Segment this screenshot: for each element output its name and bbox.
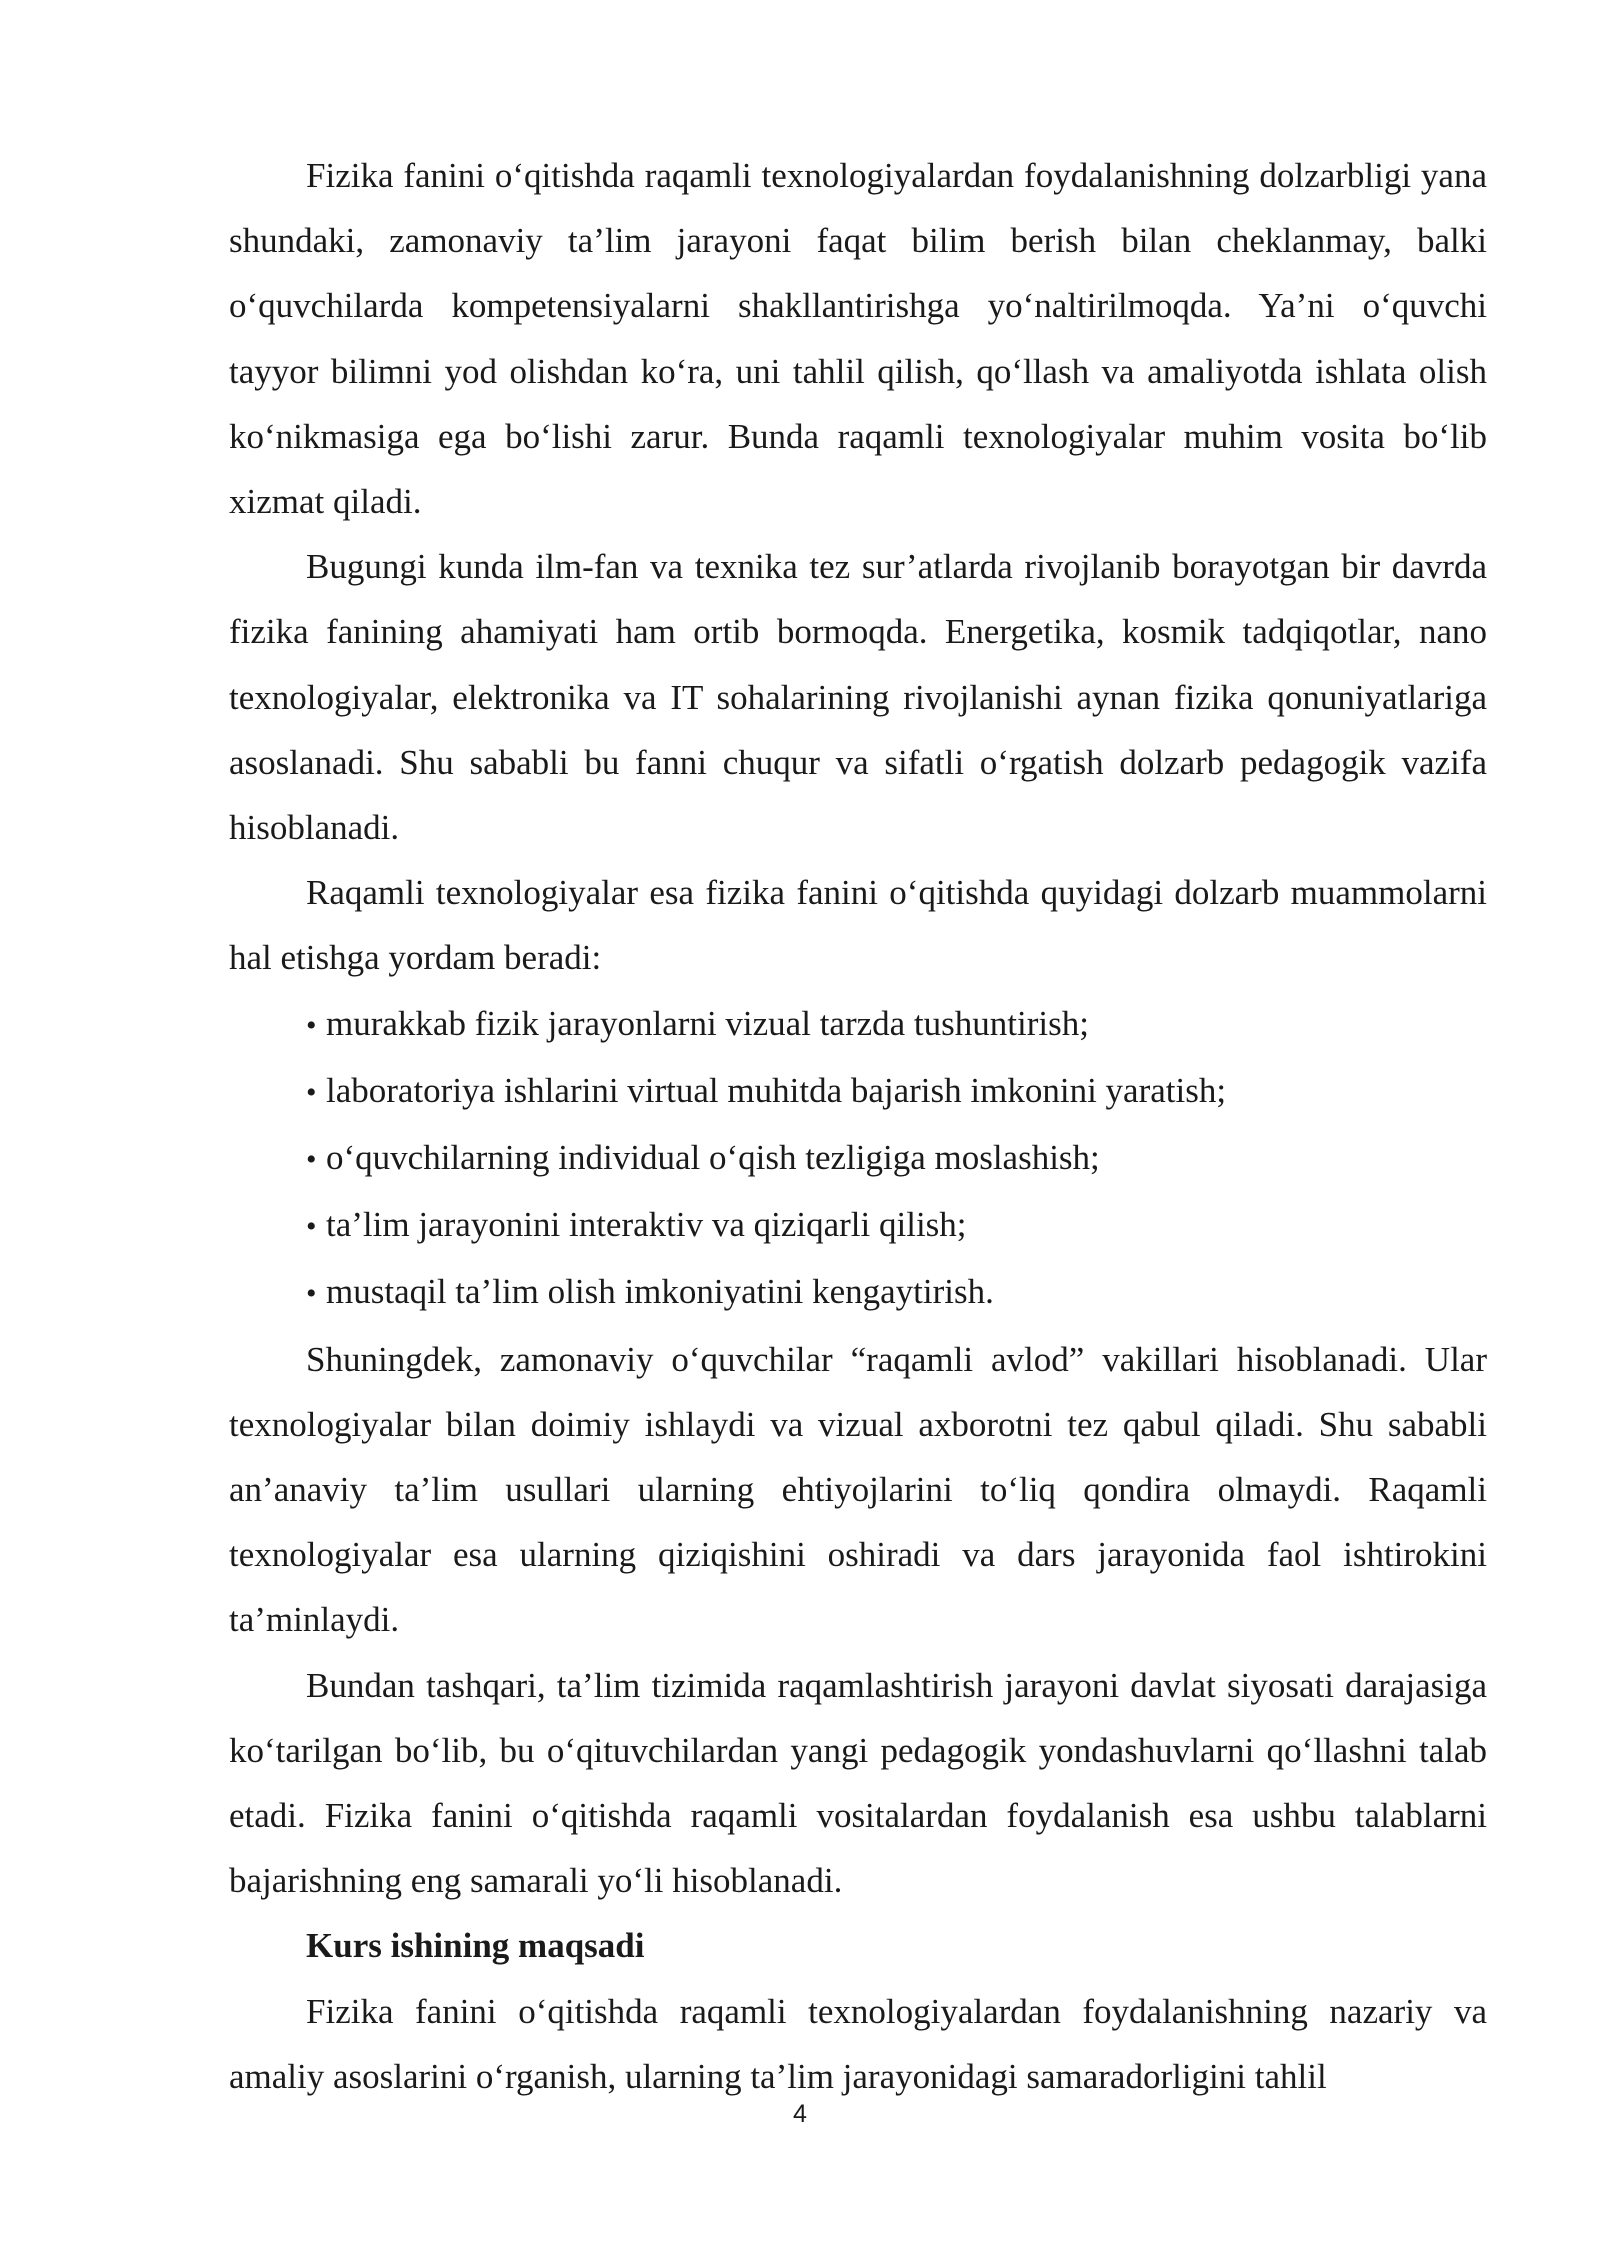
bullet-icon: •: [306, 1008, 317, 1042]
list-item-text: mustaqil ta’lim olish imkoniyatini kengaytirish.: [326, 1272, 994, 1312]
paragraph: Bundan tashqari, ta’lim tizimida raqamlashtirish jarayoni davlat siyosati darajasiga ko‘tarilgan bo‘lib, bu o‘qituvchilardan yangi pedagogik yondashuvlarni qo‘llashni talab etadi. Fizika fanini o‘qitishda raqamli vositalardan foydalanish esa ushbu talablarni bajarishning eng samarali yo‘li hisoblanadi.: [229, 1665, 1487, 1901]
list-item: [306, 1192, 1487, 1259]
list-item: [306, 991, 1487, 1058]
paragraph: Shuningdek, zamonaviy o‘quvchilar “raqamli avlod” vakillari hisoblanadi. Ular texnologiyalar bilan doimiy ishlaydi va vizual axborotni tez qabul qiladi. Shu sababli an’anaviy ta’lim usullari ularning ehtiyojlarini to‘liq qondira olmaydi. Raqamli texnologiyalar esa ularning qiziqishini oshiradi va dars jarayonida faol ishtirokini ta’minlaydi.: [229, 1339, 1487, 1640]
section-heading: Kurs ishining maqsadi: [306, 1926, 645, 1966]
list-item-text: ta’lim jarayonini interaktiv va qiziqarli qilish;: [326, 1205, 967, 1245]
bullet-icon: •: [306, 1277, 317, 1311]
bullet-icon: •: [306, 1075, 317, 1109]
list-item-text: o‘quvchilarning individual o‘qish tezligiga moslashish;: [326, 1138, 1100, 1178]
document-page: [229, 143, 1487, 2109]
list-item-text: murakkab fizik jarayonlarni vizual tarzda tushuntirish;: [326, 1003, 1089, 1043]
bullet-icon: •: [306, 1210, 317, 1244]
paragraph: Raqamli texnologiyalar esa fizika fanini o‘qitishda quyidagi dolzarb muammolarni hal etishga yordam beradi:: [229, 873, 1487, 978]
section-paragraph: Fizika fanini o‘qitishda raqamli texnologiyalardan foydalanishning nazariy va amaliy asoslarini o‘rganish, ularning ta’lim jarayonidagi samaradorligini tahlil: [229, 1991, 1487, 2096]
page-number: 4: [793, 2100, 807, 2128]
bullet-list: [229, 991, 1487, 1327]
list-item-text: laboratoriya ishlarini virtual muhitda bajarish imkonini yaratish;: [326, 1070, 1227, 1110]
paragraph: Bugungi kunda ilm-fan va texnika tez sur’atlarda rivojlanib borayotgan bir davrda fizika fanining ahamiyati ham ortib bormoqda. Energetika, kosmik tadqiqotlar, nano texnologiyalar, elektronika va IT sohalarining rivojlanishi aynan fizika qonuniyatlariga asoslanadi. Shu sababli bu fanni chuqur va sifatli o‘rgatish dolzarb pedagogik vazifa hisoblanadi.: [229, 547, 1487, 848]
list-item: [306, 1259, 1487, 1326]
list-item: [306, 1058, 1487, 1125]
paragraph: Fizika fanini o‘qitishda raqamli texnologiyalardan foydalanishning dolzarbligi yana shundaki, zamonaviy ta’lim jarayoni faqat bilim berish bilan cheklanmay, balki o‘quvchilarda kompetensiyalarni shakllantirishga yo‘naltirilmoqda. Ya’ni o‘quvchi tayyor bilimni yod olishdan ko‘ra, uni tahlil qilish, qo‘llash va amaliyotda ishlata olish ko‘nikmasiga ega bo‘lishi zarur. Bunda raqamli texnologiyalar muhim vosita bo‘lib xizmat qiladi.: [229, 156, 1487, 522]
bullet-icon: •: [306, 1143, 317, 1177]
list-item: [306, 1125, 1487, 1192]
